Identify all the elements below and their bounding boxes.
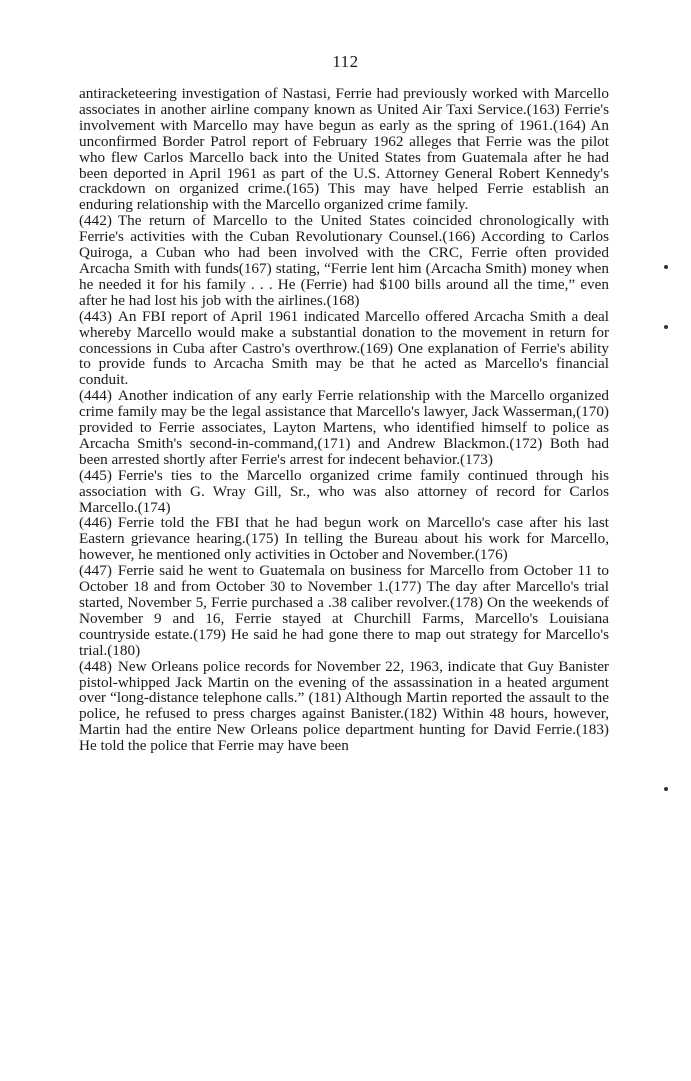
paragraph-text: The return of Marcello to the United States coincided chronologically with Ferrie's activities with the Cuban Revolutionary Counsel.(166) According to Carlos Quiroga, a Cuban who had been involved with the CRC, Ferrie often provided Arcacha Smith with funds(167) stating, “Ferrie lent him (Arcacha Smith) money when he needed it for his family . . . He (Ferrie) had $100 bills around all the time,” even after he had lost his job with the airlines.(168) [79, 212, 609, 309]
paragraph-text: Another indication of any early Ferrie relationship with the Marcello organized crime family may be the legal assistance that Marcello's lawyer, Jack Wasserman,(170) provided to Ferrie associates, Layton Martens, who identified himself to police as Arcacha Smith's second-in-command,(171) and Andrew Blackmon.(172) Both had been arrested shortly after Ferrie's arrest for indecent behavior.(173) [79, 387, 609, 468]
scan-speck [664, 787, 668, 791]
paragraph-442 [79, 213, 609, 308]
paragraph-text: An FBI report of April 1961 indicated Marcello offered Arcacha Smith a deal whereby Marcello would make a substantial donation to the movement in return for concessions in Cuba after Castro's overthrow.(169) One explanation of Ferrie's ability to provide funds to Arcacha Smith may be that he acted as Marcello's financial conduit. [79, 307, 609, 389]
document-body [79, 86, 609, 754]
paragraph-number: (443) [79, 307, 112, 325]
paragraph-number: (442) [79, 212, 112, 230]
paragraph-number: (446) [79, 514, 112, 532]
paragraph-444 [79, 388, 609, 468]
page-number: 112 [332, 52, 359, 71]
paragraph-text: Ferrie told the FBI that he had begun work on Marcello's case after his last Eastern grievance hearing.(175) In telling the Bureau about his work for Marcello, however, he mentioned only activities in October and November.(176) [79, 514, 609, 564]
paragraph-448 [79, 659, 609, 754]
paragraph-443 [79, 309, 609, 389]
paragraph-446 [79, 515, 609, 563]
paragraph-number: (447) [79, 562, 112, 580]
paragraph-445 [79, 468, 609, 516]
paragraph-text: Ferrie said he went to Guatemala on business for Marcello from October 11 to October 18 and from October 30 to November 1.(177) The day after Marcello's trial started, November 5, Ferrie purchased a .38 caliber revolver.(178) On the weekends of November 9 and 16, Ferrie stayed at Churchill Farms, Marcello's Louisiana countryside estate.(179) He said he had gone there to map out strategy for Marcello's trial.(180) [79, 562, 609, 659]
paragraph-number: (444) [79, 387, 112, 405]
paragraph-number: (445) [79, 466, 112, 484]
paragraph-447 [79, 563, 609, 658]
paragraph-text: Ferrie's ties to the Marcello organized crime family continued through his association with G. Wray Gill, Sr., who was also attorney of record for Carlos Marcello.(174) [79, 466, 609, 516]
paragraph-continuation [79, 86, 609, 213]
paragraph-number: (448) [79, 657, 112, 675]
scan-speck [664, 325, 668, 329]
paragraph-text: New Orleans police records for November 22, 1963, indicate that Guy Banister pistol-whipped Jack Martin on the evening of the assassination in a heated argument over “long-distance telephone calls.” (181) Although Martin reported the assault to the police, he refused to press charges against Banister.(182) Within 48 hours, however, Martin had the entire New Orleans police department hunting for David Ferrie.(183) He told the police that Ferrie may have been [79, 657, 609, 755]
scan-speck [664, 265, 668, 269]
paragraph-text: antiracketeering investigation of Nastasi, Ferrie had previously worked with Marcello associates in another airline company known as United Air Taxi Service.(163) Ferrie's involvement with Marcello may have begun as early as the spring of 1961.(164) An unconfirmed Border Patrol report of February 1962 alleges that Ferrie was the pilot who flew Carlos Marcello back into the United States from Guatemala after he had been deported in April 1961 as part of the U.S. Attorney General Robert Kennedy's crackdown on organized crime.(165) This may have helped Ferrie establish an enduring relationship with the Marcello organized crime family. [79, 85, 609, 214]
